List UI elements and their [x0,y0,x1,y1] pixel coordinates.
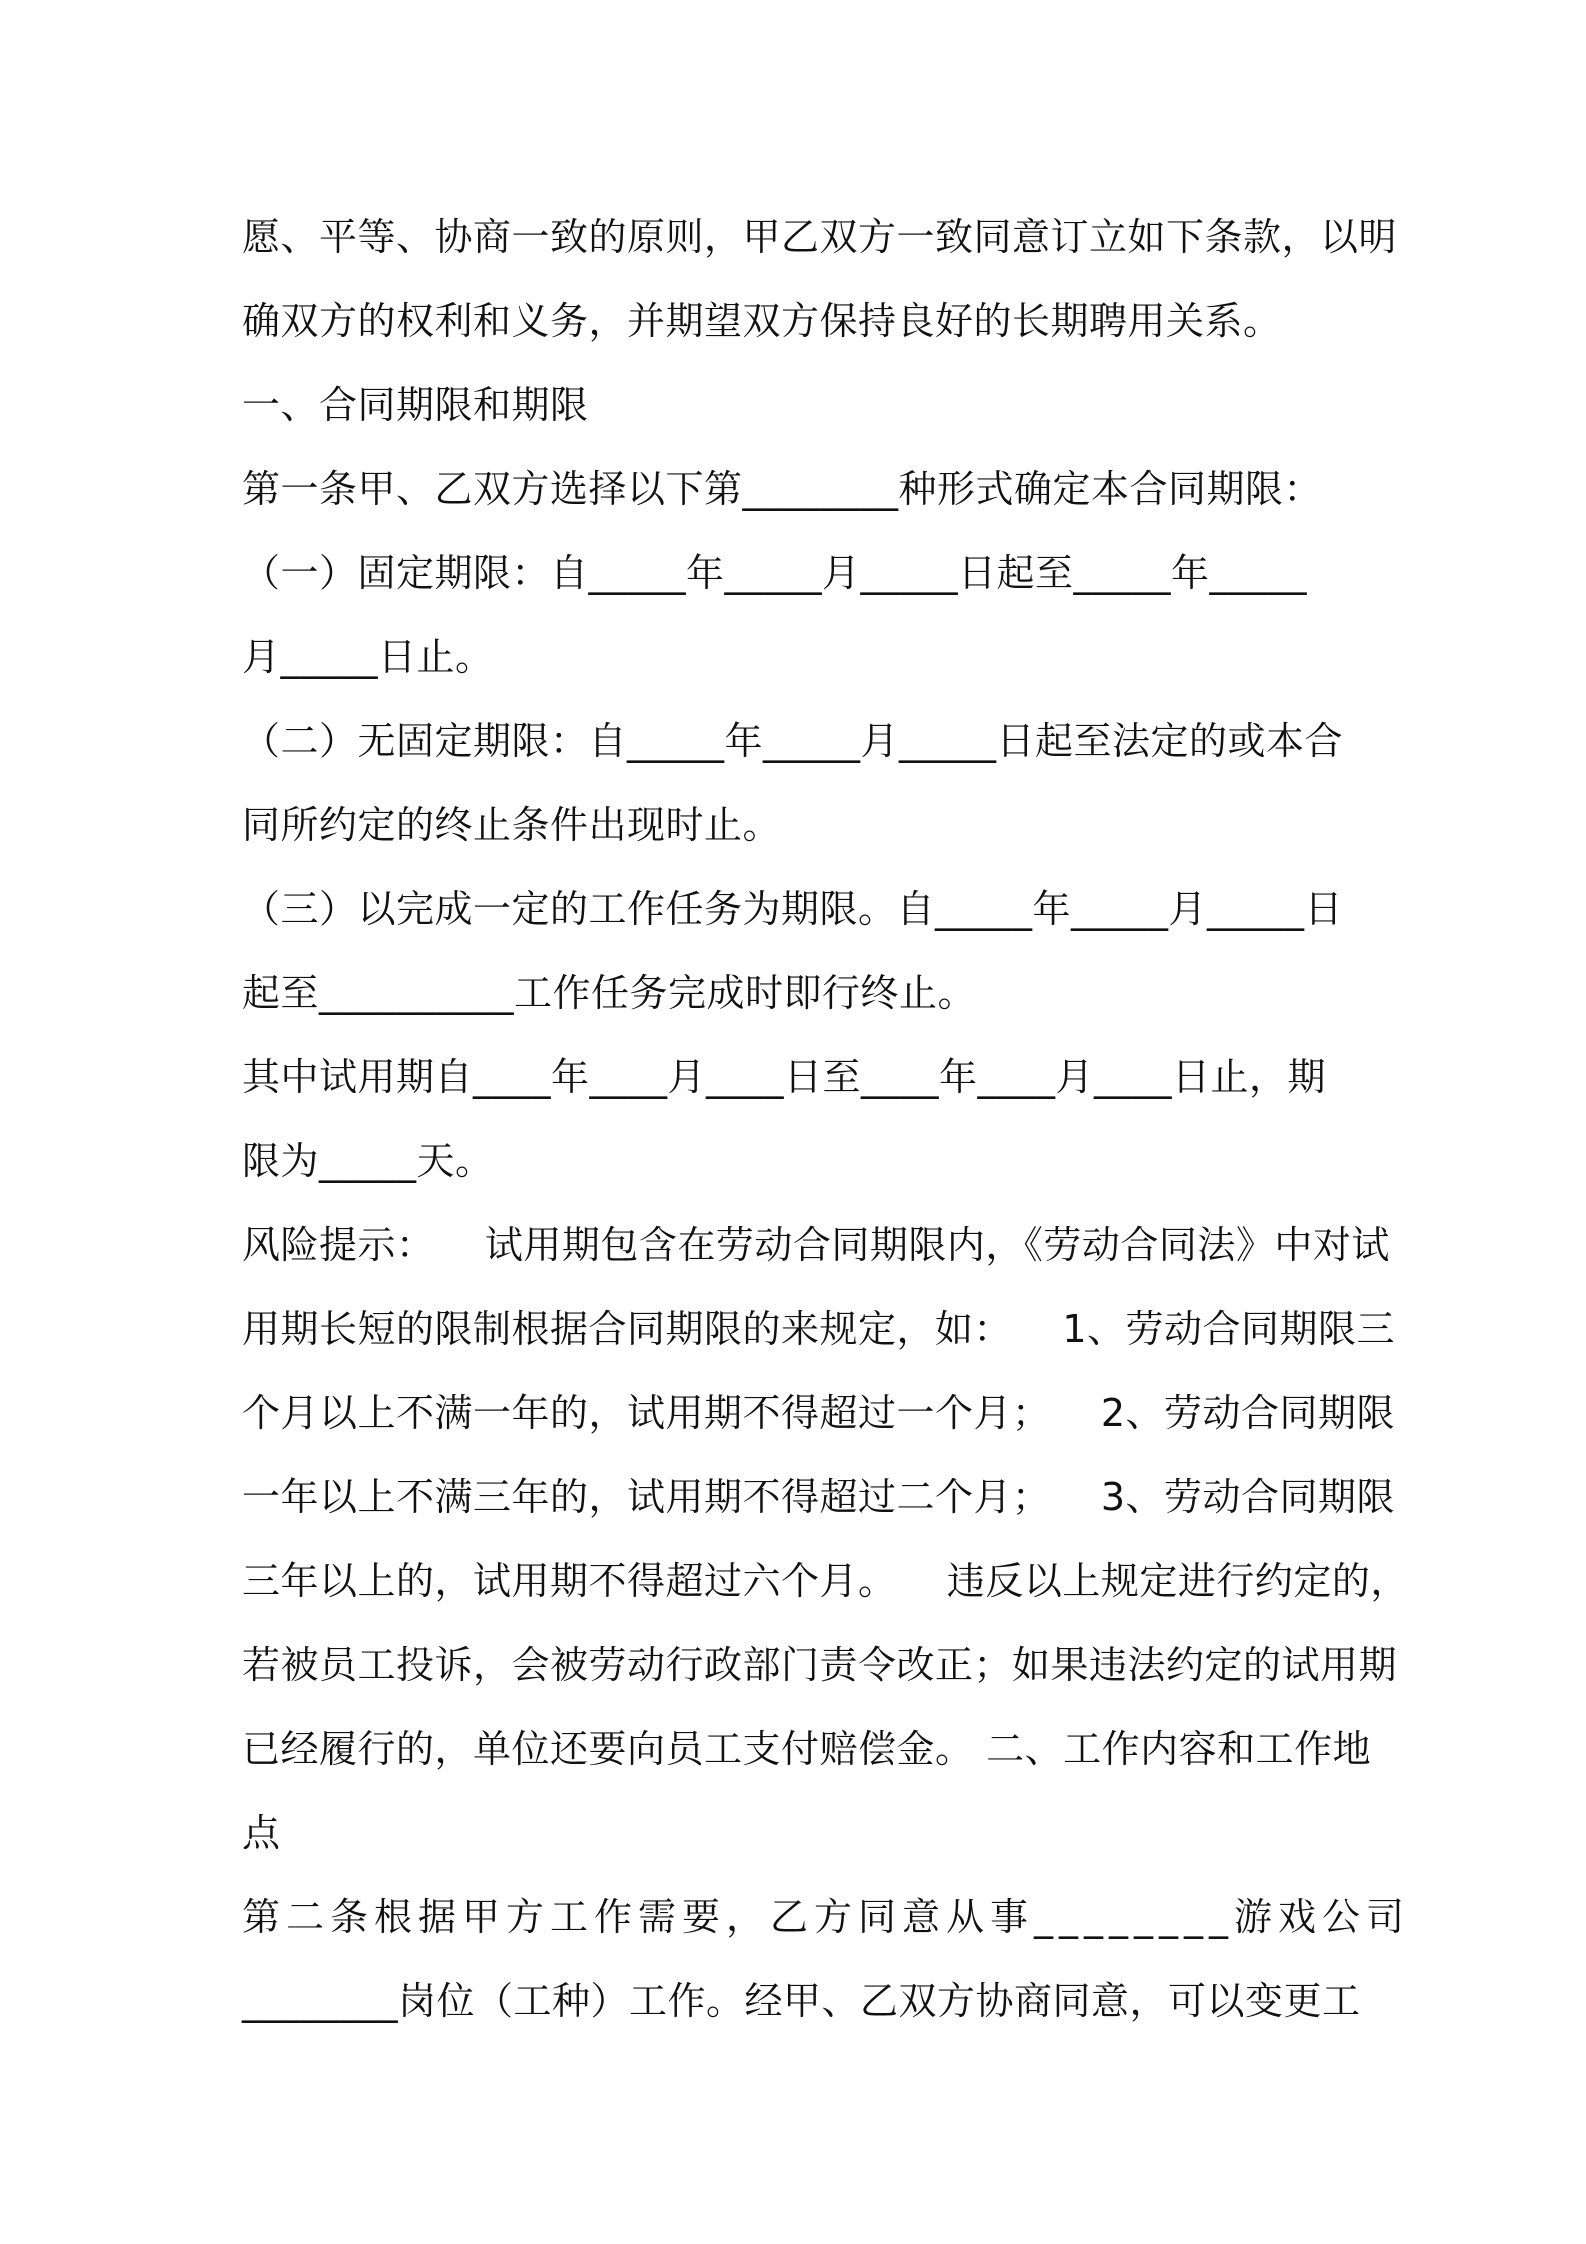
risk-notice-line: 风险提示： 试用期包含在劳动合同期限内，《劳动合同法》中对试 [242,1223,1390,1267]
text-line: 同所约定的终止条件出现时止。 [242,803,782,847]
section-heading-work: 点 [242,1811,281,1855]
text-line: （一）固定期限：自_____年_____月_____日起至_____年_____ [242,551,1308,595]
risk-notice-line: 已经履行的，单位还要向员工支付赔偿金。 二、工作内容和工作地 [242,1727,1372,1771]
risk-notice-line: 用期长短的限制根据合同期限的来规定，如： 1、劳动合同期限三 [242,1307,1395,1351]
text-line: （三）以完成一定的工作任务为期限。自_____年_____月_____日 [242,887,1344,931]
text-line: 起至__________工作任务完成时即行终止。 [242,971,977,1015]
section-heading-term: 一、合同期限和期限 [242,383,589,427]
contract-text [242,195,1411,2043]
text-line: 第二条根据甲方工作需要，乙方同意从事________游戏公司 [242,1895,1411,1939]
text-line: ________岗位（工种）工作。经甲、乙双方协商同意，可以变更工 [242,1979,1361,2023]
text-line: 月_____日止。 [242,635,494,679]
text-line: 确双方的权利和义务，并期望双方保持良好的长期聘用关系。 [242,299,1282,343]
risk-notice-line: 三年以上的，试用期不得超过六个月。 违反以上规定进行约定的， [242,1559,1409,1603]
risk-notice-line: 一年以上不满三年的，试用期不得超过二个月； 3、劳动合同期限 [242,1475,1395,1519]
text-line: 第一条甲、乙双方选择以下第________种形式确定本合同期限： [242,467,1323,511]
text-line: 限为_____天。 [242,1139,494,1183]
risk-notice-line: 若被员工投诉，会被劳动行政部门责令改正；如果违法约定的试用期 [242,1643,1398,1687]
text-line: （二）无固定期限：自_____年_____月_____日起至法定的或本合 [242,719,1344,763]
text-line: 愿、平等、协商一致的原则，甲乙双方一致同意订立如下条款，以明 [242,215,1398,259]
text-line: 其中试用期自____年____月____日至____年____月____日止，期 [242,1055,1327,1099]
risk-notice-line: 个月以上不满一年的，试用期不得超过一个月； 2、劳动合同期限 [242,1391,1395,1435]
